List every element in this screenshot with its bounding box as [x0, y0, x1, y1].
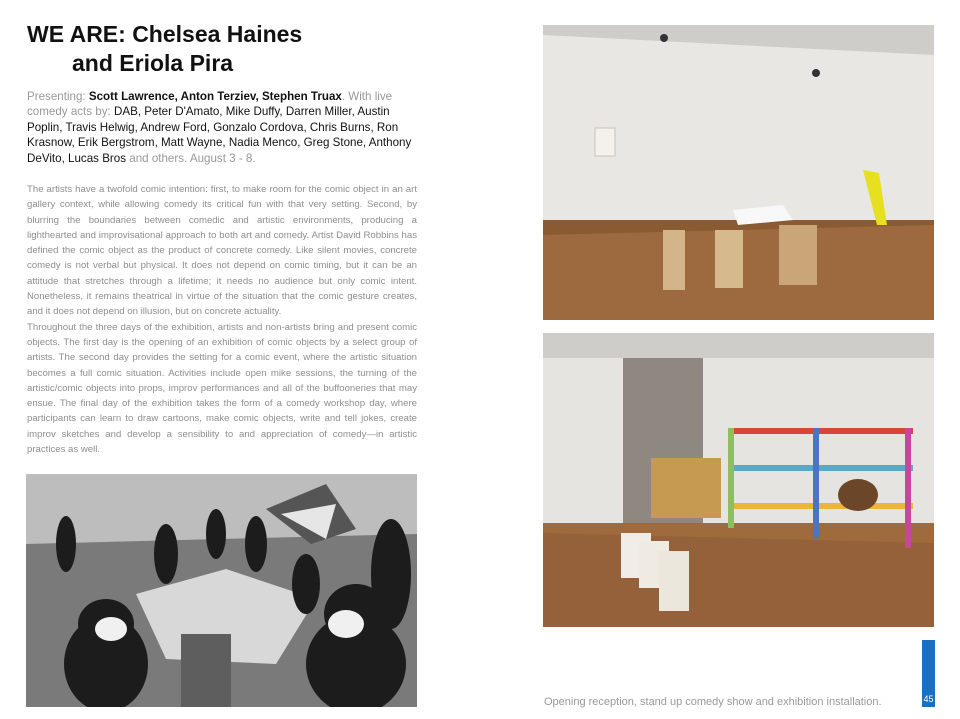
page-number-tab: [922, 640, 935, 707]
title-line-1: WE ARE: Chelsea Haines: [27, 21, 303, 47]
photo-gallery-bottom: [543, 333, 934, 627]
presenting-mid: . With live comedy acts by:: [27, 90, 393, 119]
page-number: 45: [923, 694, 934, 704]
body-text: [27, 182, 417, 457]
body-paragraph-1: The artists have a twofold comic intention: first, to make room for the comic object in an art gallery context, while allowing comedy its critical fun with that very setting. Second, by blurring the boundaries between comedic and artistic environments, producing a lighthearted and improvisational approach to both art and comedy. Artist David Robbins has defined the comic object as the product of concrete comedy. Like silent movies, concrete comedy is not verbal but physical. It does not depend on comic timing, but it can be an attitude that stretches through a lifetime; it needs no audience but only comic intent. Nonetheless, it remains theatrical in virtue of the situation that the comic gesture creates, and it does not depend on illusion, but on concrete actuality.: [27, 184, 417, 318]
photo-gallery-top: [543, 25, 934, 320]
photo-caption: Opening reception, stand up comedy show and exhibition installation.: [544, 696, 882, 708]
photo-crowd-bw: [26, 474, 417, 707]
presenting-label: Presenting:: [27, 90, 89, 103]
comedy-acts: DAB, Peter D'Amato, Mike Duffy, Darren Miller, Austin Poplin, Travis Helwig, Andrew Ford, Gonzalo Cordova, Chris Burns, Ron Krasnow, Erik Bergstrom, Matt Wayne, Nadia Menco, Greg Stone, Anthony DeVito, Lucas Bros: [27, 105, 412, 165]
body-paragraph-2: Throughout the three days of the exhibition, artists and non-artists bring and present comic objects. The first day is the opening of an exhibition of comic objects by a select group of artists. The second day provides the setting for a comic event, where the artistic situation becomes a full comic situation. Activities include open mike sessions, the turning of the artistic/comic objects into props, improv performances and all of the buffooneries that may ensue. The final day of the exhibition takes the form of a comedy workshop day, where participants can learn to draw cartoons, make comic objects, write and tell jokes, create improv sketches and develop a sensibility to and appreciation of comedy—in artistic practices as well.: [27, 321, 417, 456]
presenting-credits: [27, 89, 417, 166]
presenting-dates: and others. August 3 - 8.: [126, 151, 256, 165]
presenting-artists: Scott Lawrence, Anton Terziev, Stephen Truax: [88, 90, 342, 103]
page-title: [27, 20, 302, 78]
title-line-2: and Eriola Pira: [72, 50, 234, 76]
